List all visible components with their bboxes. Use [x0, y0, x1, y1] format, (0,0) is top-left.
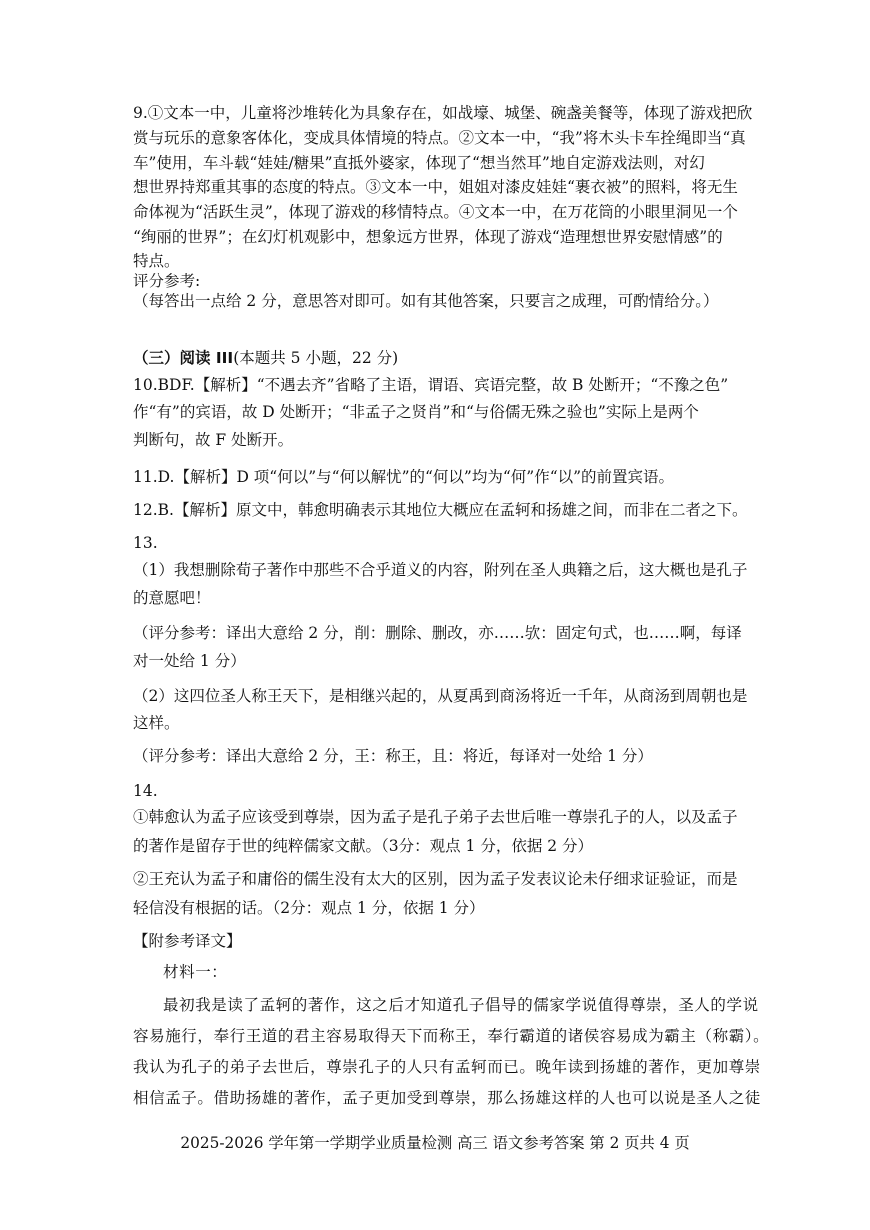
translation-line: 相信孟子。借助扬雄的著作，孟子更加受到尊崇，那么扬雄这样的人也可以说是圣人之徒: [133, 1089, 761, 1107]
q13-line: （评分参考：译出大意给 2 分，削：删除、删改，亦……欤：固定句式，也……啊，每译: [133, 624, 742, 642]
q13-line: （评分参考：译出大意给 2 分，王：称王，且：将近，每译对一处给 1 分）: [133, 747, 653, 765]
q9-line: 赏与玩乐的意象客体化，变成具体情境的特点。②文本一中，“我”将木头卡车拴绳即当“真: [133, 129, 746, 147]
q10-line: 作“有”的宾语，故 D 处断开；“非孟子之贤肖”和“与俗儒无殊之验也”实际上是两个: [133, 403, 699, 421]
translation-line: 容易施行，奉行王道的君主容易取得天下而称王，奉行霸道的诸侯容易成为霸主（称霸）。: [133, 1027, 770, 1045]
q13-line: （1）我想删除荀子著作中那些不合乎道义的内容，附列在圣人典籍之后，这大概也是孔子: [133, 561, 748, 579]
q10-line: 10.BDF.【解析】“不遇去齐”省略了主语，谓语、宾语完整，故 B 处断开；“不豫之色”: [133, 376, 729, 394]
material-label: 材料一：: [163, 963, 228, 981]
q9-line: 特点。: [133, 252, 180, 270]
q13-line: 这样。: [133, 714, 180, 732]
q11-answer: 11.D.【解析】D 项“何以”与“何以解忧”的“何以”均为“何”作“以”的前置宾语。: [133, 468, 675, 486]
q9-line: 车”使用，车斗载“娃娃/糖果”直抵外婆家，体现了“想当然耳”地自定游戏法则，对幻: [133, 154, 705, 172]
q9-line: 想世界持郑重其事的态度的特点。③文本一中，姐姐对漆皮娃娃“裹衣被”的照料，将无生: [133, 178, 738, 196]
q14-line: ①韩愈认为孟子应该受到尊崇，因为孟子是孔子弟子去世后唯一尊崇孔子的人，以及孟子: [133, 808, 738, 826]
page-footer: 2025-2026 学年第一学期学业质量检测 高三 语文参考答案 第 2 页共 4 页: [180, 1134, 690, 1152]
section-note: (本题共 5 小题，22 分): [233, 349, 399, 367]
q13-line: （2）这四位圣人称王天下，是相继兴起的，从夏禹到商汤将近一千年，从商汤到周朝也是: [133, 687, 748, 705]
q14-number: 14.: [133, 782, 158, 800]
translation-heading: 【附参考译文】: [133, 932, 242, 950]
q14-line: ②王充认为孟子和庸俗的儒生没有太大的区别，因为孟子发表议论未仔细求证验证，而是: [133, 870, 738, 888]
q13-number: 13.: [133, 534, 158, 552]
q10-line: 判断句，故 F 处断开。: [133, 431, 294, 449]
section-title: （三）阅读 III: [133, 349, 234, 367]
translation-line: 我认为孔子的弟子去世后，尊崇孔子的人只有孟轲而已。晚年读到扬雄的著作，更加尊崇: [133, 1058, 761, 1076]
section-heading: [133, 348, 398, 368]
q9-line: 命体视为“活跃生灵”，体现了游戏的移情特点。④文本一中，在万花筒的小眼里洞见一个: [133, 203, 738, 221]
q14-line: 的著作是留存于世的纯粹儒家文献。（3分：观点 1 分，依据 2 分）: [133, 837, 594, 855]
q13-line: 的意愿吧！: [133, 589, 211, 607]
q14-line: 轻信没有根据的话。（2分：观点 1 分，依据 1 分）: [133, 899, 485, 917]
q9-score-label: 评分参考:: [133, 272, 201, 290]
q13-line: 对一处给 1 分）: [133, 652, 246, 670]
q9-score-note: （每答出一点给 2 分，意思答对即可。如有其他答案，只要言之成理，可酌情给分。）: [133, 292, 719, 310]
q9-line: “绚丽的世界”；在幻灯机观影中，想象远方世界，体现了游戏“造理想世界安慰情感”的: [133, 228, 723, 246]
q9-line: 9.①文本一中，儿童将沙堆转化为具象存在，如战壕、城堡、碗盏美餐等，体现了游戏把欣: [133, 104, 753, 122]
translation-line: 最初我是读了孟轲的著作，这之后才知道孔子倡导的儒家学说值得尊崇，圣人的学说: [163, 996, 759, 1014]
q12-answer: 12.B.【解析】原文中，韩愈明确表示其地位大概应在孟轲和扬雄之间，而非在二者之下。: [133, 501, 748, 519]
